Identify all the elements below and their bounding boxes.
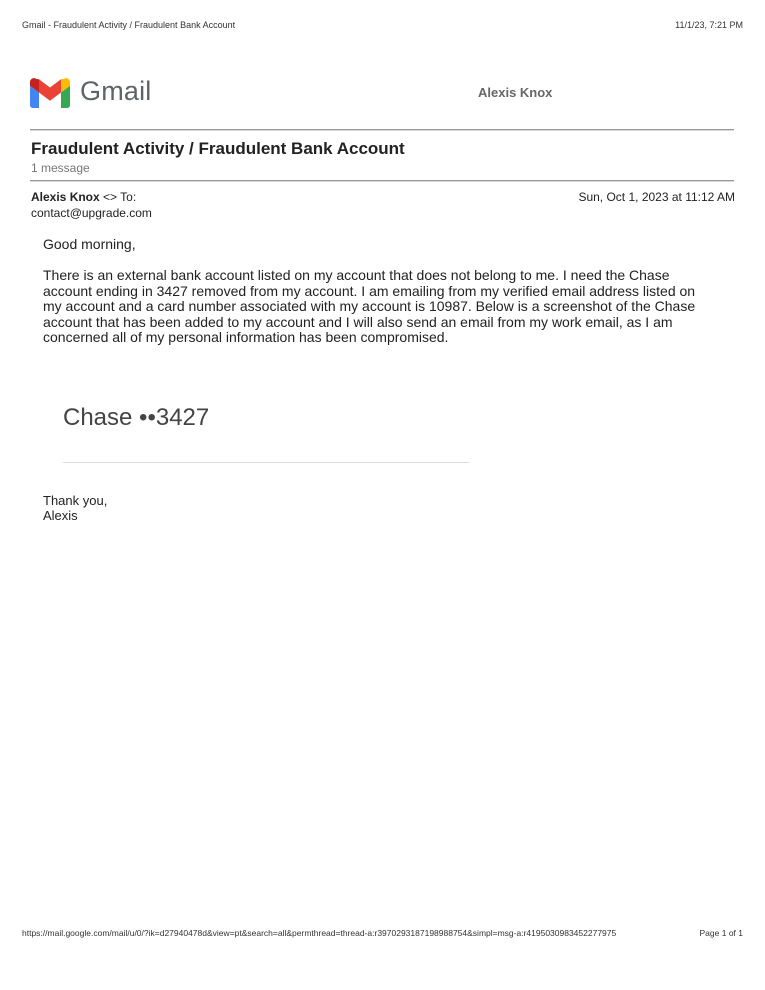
message-date: Sun, Oct 1, 2023 at 11:12 AM	[578, 190, 735, 204]
print-footer-page: Page 1 of 1	[699, 928, 743, 938]
divider-subject	[30, 180, 734, 182]
recipient-address: contact@upgrade.com	[31, 206, 152, 220]
gmail-wordmark: Gmail	[80, 76, 152, 106]
print-header	[22, 20, 743, 32]
thread-subject: Fraudulent Activity / Fraudulent Bank Account	[31, 139, 405, 158]
message-count: 1 message	[31, 161, 90, 175]
embedded-screenshot	[63, 404, 469, 464]
gmail-logo-icon	[30, 76, 70, 108]
message-signature: Alexis	[43, 508, 78, 523]
message-paragraph: There is an external bank account listed on my account that does not belong to me. I need the Chase account ending in 3427 removed from my account. I am emailing from my verified email address listed on my account and a card number associated with my account is 10987. Below is a screenshot of the Chase account that has been added to my account and I will also send an email from my work email, as I am concerned all of my personal information has been compromised.	[43, 267, 696, 345]
sender-name: Alexis Knox	[31, 190, 100, 204]
print-header-title: Gmail - Fraudulent Activity / Fraudulent Bank Account	[22, 20, 236, 30]
sender-suffix: <> To:	[99, 190, 137, 204]
chase-account-label: Chase ••3427	[63, 404, 210, 431]
screenshot-divider	[63, 462, 469, 463]
sender-line	[31, 190, 136, 204]
message-closing: Thank you,	[43, 493, 108, 508]
message-greeting: Good morning,	[43, 236, 136, 252]
gmail-header	[30, 74, 730, 114]
print-footer-url: https://mail.google.com/mail/u/0/?ik=d27940478d&view=pt&search=all&permthread=thread-a:r3970293187198988754&simpl=msg-a:r4195030983452277975	[22, 928, 617, 938]
print-footer	[22, 928, 743, 940]
divider-top	[30, 129, 734, 131]
print-header-datetime: 11/1/23, 7:21 PM	[675, 20, 743, 30]
account-name: Alexis Knox	[478, 85, 553, 100]
